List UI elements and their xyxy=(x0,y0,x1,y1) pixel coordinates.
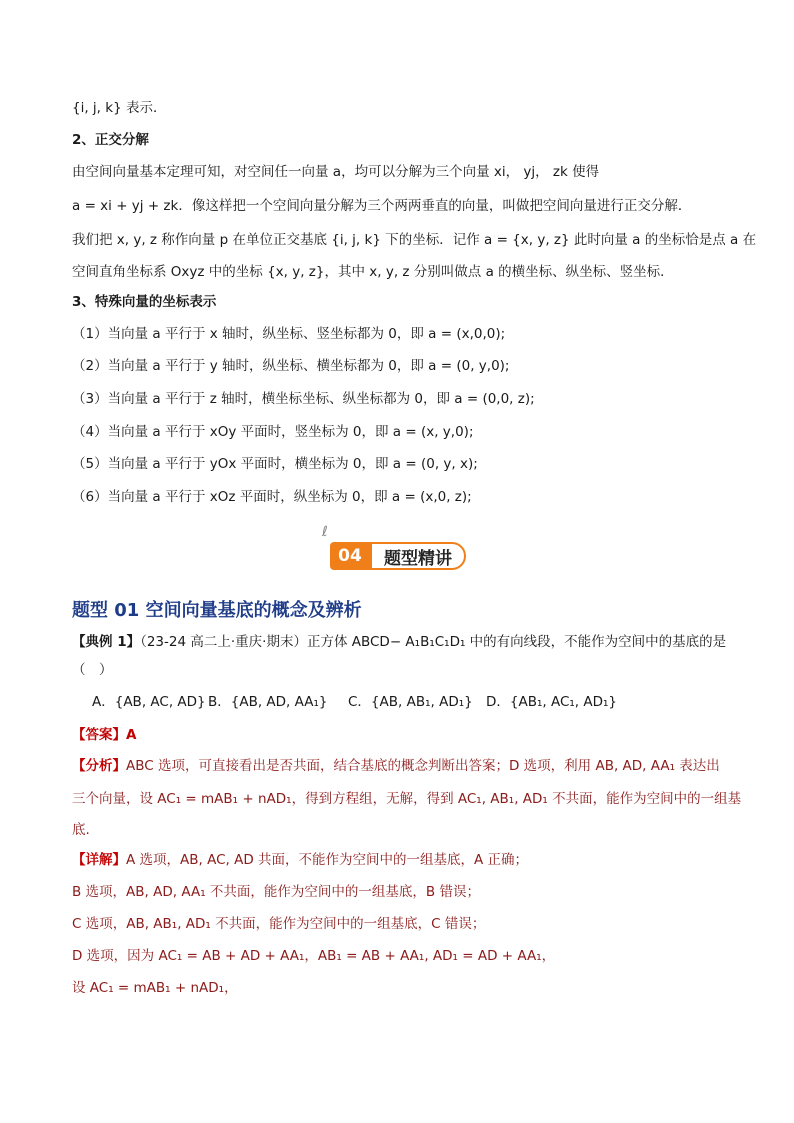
analysis-line: 底. xyxy=(72,822,90,838)
heading-orthogonal: 2、正交分解 xyxy=(72,132,149,148)
list-item: （2）当向量 a 平行于 y 轴时，纵坐标、横坐标都为 0，即 a = (0, y,0); xyxy=(72,358,510,374)
detail-line xyxy=(72,850,528,870)
curl-decoration-icon: ℓ xyxy=(322,524,328,540)
section-title: 题型 01 空间向量基底的概念及辨析 xyxy=(72,600,362,621)
detail-line: B 选项，AB, AD, AA₁ 不共面，能作为空间中的一组基底，B 错误； xyxy=(72,884,480,900)
text-line: {i, j, k} 表示． xyxy=(72,100,167,116)
analysis-line xyxy=(72,756,720,776)
analysis-text: ABC 选项，可直接看出是否共面，结合基底的概念判断出答案；D 选项，利用 AB, AD, AA₁ 表达出 xyxy=(126,758,720,774)
list-item: （4）当向量 a 平行于 xOy 平面时，竖坐标为 0，即 a = (x, y,0); xyxy=(72,424,474,440)
detail-label: 【详解】 xyxy=(72,852,126,868)
option-c: C．{AB, AB₁, AD₁} xyxy=(348,694,473,710)
example-source: （23-24 高二上·重庆·期末） xyxy=(140,634,307,650)
paragraph-line: 由空间向量基本定理可知，对空间任一向量 a，均可以分解为三个向量 xi， yj， zk 使得 xyxy=(72,164,600,180)
example-question xyxy=(72,632,726,652)
section-badge xyxy=(322,524,474,576)
list-item: （1）当向量 a 平行于 x 轴时，纵坐标、竖坐标都为 0，即 a = (x,0,0); xyxy=(72,326,506,342)
badge-label: 题型精讲 xyxy=(370,542,466,570)
heading-special-vectors: 3、特殊向量的坐标表示 xyxy=(72,294,217,310)
answer-label: 【答案】 xyxy=(72,727,126,743)
paragraph-line: a = xi + yj + zk．像这样把一个空间向量分解为三个两两垂直的向量，叫做把空间向量进行正交分解． xyxy=(72,198,692,214)
example-label: 【典例 1】 xyxy=(72,634,141,650)
answer-paren: （ ） xyxy=(72,662,113,678)
detail-line: D 选项，因为 AC₁ = AB + AD + AA₁，AB₁ = AB + AA₁, AD₁ = AD + AA₁， xyxy=(72,948,556,964)
list-item: （5）当向量 a 平行于 yOx 平面时，横坐标为 0，即 a = (0, y, x); xyxy=(72,456,478,472)
detail-text: A 选项，AB, AC, AD 共面，不能作为空间中的一组基底，A 正确； xyxy=(126,852,529,868)
paragraph-line: 空间直角坐标系 Oxyz 中的坐标 {x, y, z}，其中 x, y, z 分别叫做点 a 的横坐标、纵坐标、竖坐标． xyxy=(72,264,674,280)
example-question-text: 正方体 ABCD− A₁B₁C₁D₁ 中的有向线段，不能作为空间中的基底的是 xyxy=(306,634,727,650)
detail-line: C 选项，AB, AB₁, AD₁ 不共面，能作为空间中的一组基底，C 错误； xyxy=(72,916,486,932)
badge-number: 04 xyxy=(330,542,370,570)
analysis-label: 【分析】 xyxy=(72,758,126,774)
answer-value: A xyxy=(126,727,137,743)
option-b: B．{AB, AD, AA₁} xyxy=(208,694,328,710)
detail-line: 设 AC₁ = mAB₁ + nAD₁， xyxy=(72,980,238,996)
list-item: （6）当向量 a 平行于 xOz 平面时，纵坐标为 0，即 a = (x,0, z); xyxy=(72,489,472,505)
answer-line xyxy=(72,725,136,745)
analysis-line: 三个向量，设 AC₁ = mAB₁ + nAD₁，得到方程组，无解，得到 AC₁, AB₁, AD₁ 不共面，能作为空间中的一组基 xyxy=(72,791,742,807)
option-a: A．{AB, AC, AD} xyxy=(92,694,206,710)
list-item: （3）当向量 a 平行于 z 轴时，横坐标坐标、纵坐标都为 0，即 a = (0,0, z); xyxy=(72,391,535,407)
paragraph-line: 我们把 x, y, z 称作向量 p 在单位正交基底 {i, j, k} 下的坐标．记作 a = {x, y, z} 此时向量 a 的坐标恰是点 a 在 xyxy=(72,232,757,248)
option-d: D．{AB₁, AC₁, AD₁} xyxy=(486,694,618,710)
